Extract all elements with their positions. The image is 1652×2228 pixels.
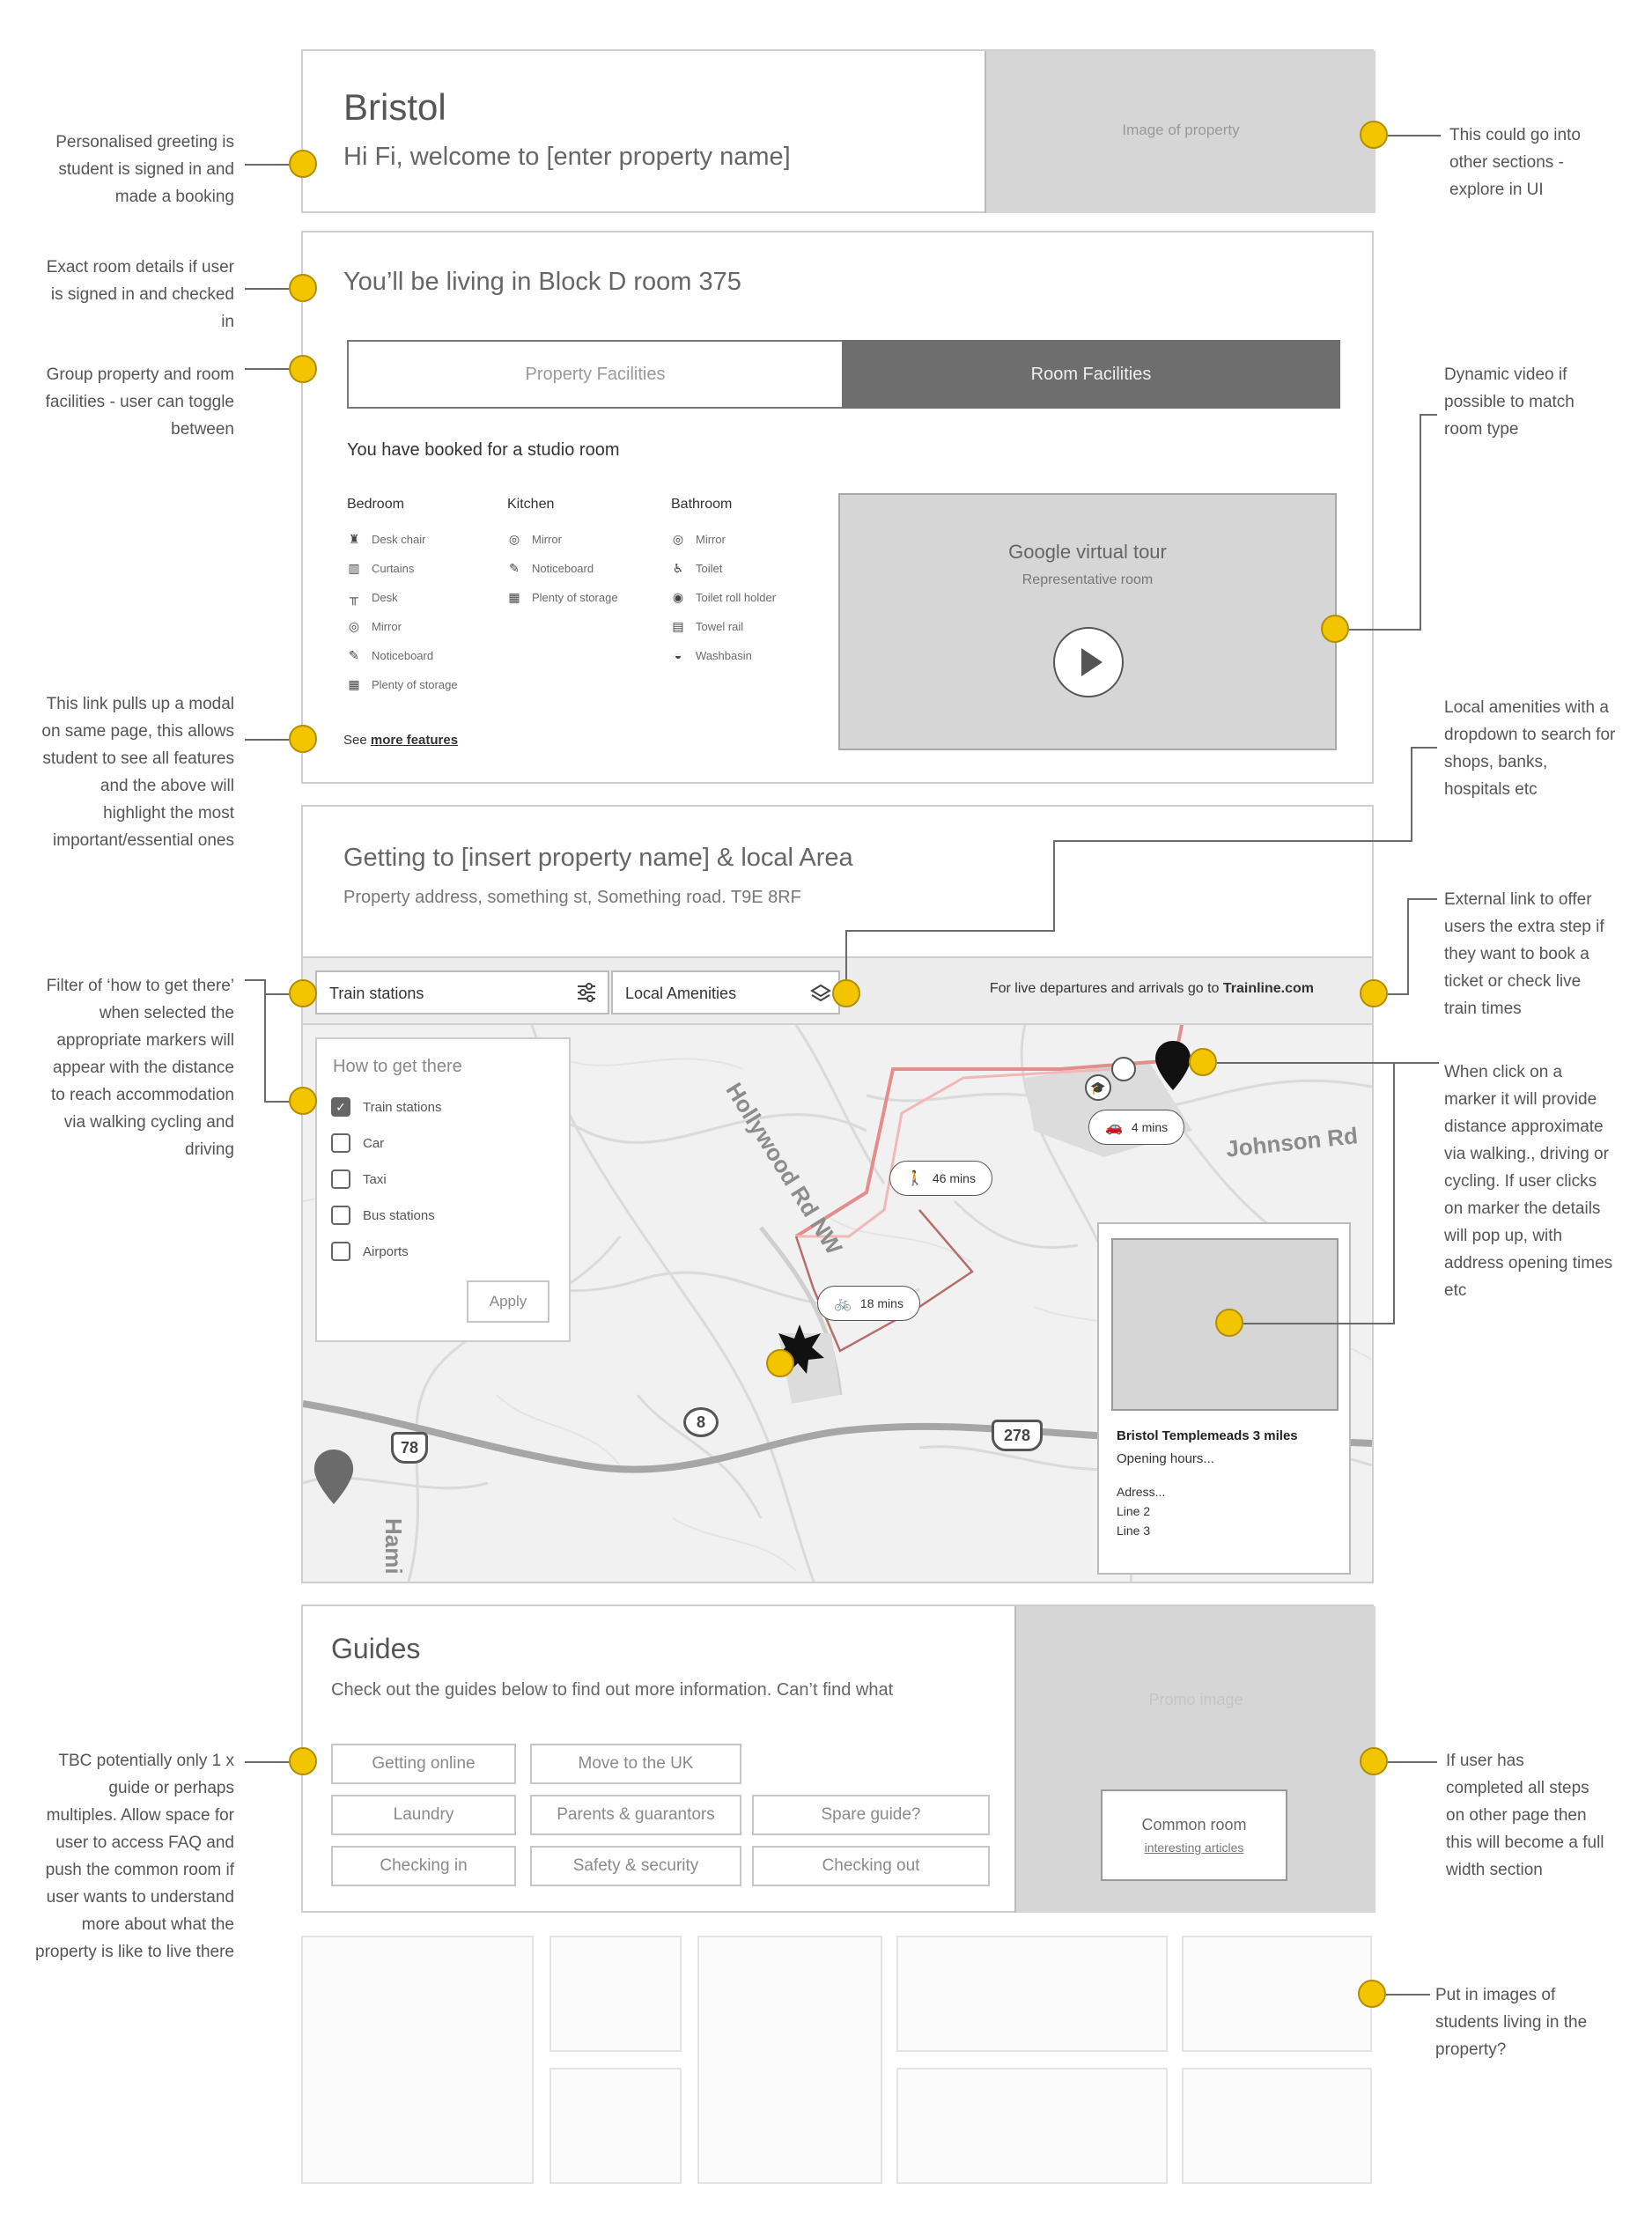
apply-label: Apply <box>489 1293 527 1310</box>
amenities-label: Local Amenities <box>625 985 737 1002</box>
annotation-marker <box>289 979 317 1007</box>
annotation-amenities: Local amenities with a dropdown to search for shops, banks, hospitals etc <box>1444 698 1616 799</box>
annotation-full-width: If user has completed all steps on other page then this will become a full width section <box>1446 1752 1604 1879</box>
see-prefix: See <box>343 733 367 748</box>
facility-item-label: Toilet <box>696 561 723 575</box>
student-photo <box>1182 1936 1372 2052</box>
tour-title: Google virtual tour <box>1008 541 1167 563</box>
guide-button[interactable] <box>530 1744 741 1784</box>
annotation-marker <box>289 150 317 178</box>
annotation-room-details: Exact room details if user is signed in and checked in <box>46 258 234 331</box>
facility-item-label: Desk <box>372 590 398 604</box>
facility-item-label: Mirror <box>532 532 562 546</box>
annotation-marker <box>289 725 317 753</box>
connector <box>1388 1761 1437 1763</box>
connector <box>1243 1323 1395 1324</box>
room-title: You’ll be living in Block D room 375 <box>343 268 741 296</box>
toilet-icon: ♿ <box>672 560 684 575</box>
connector <box>1407 898 1437 900</box>
guide-button-label: Checking out <box>822 1856 920 1875</box>
welcome-greeting: Hi Fi, welcome to [enter property name] <box>343 143 791 171</box>
popup-address: Adress... <box>1117 1485 1166 1499</box>
connector <box>245 368 289 370</box>
connector <box>1388 135 1441 136</box>
transport-option-label: Airports <box>363 1243 409 1259</box>
tab-room-label: Room Facilities <box>1030 364 1152 384</box>
annotation-sections: This could go into other sections - explore in UI <box>1449 126 1581 199</box>
connector <box>1407 898 1409 995</box>
annotation-guides: TBC potentially only 1 x guide or perhaps multiples. Allow space for user to access FAQ and push the common room if user wants to understand more about what the property is like to live there <box>35 1752 234 1961</box>
car-time: 4 mins <box>1131 1120 1169 1134</box>
layers-icon <box>810 983 831 1004</box>
transport-option-label: Car <box>363 1135 385 1151</box>
facility-item-label: Noticeboard <box>372 648 434 662</box>
road-label-hami: Hami <box>380 1518 407 1575</box>
checkbox[interactable]: ✓ <box>331 1097 350 1117</box>
pin-icon: ✎ <box>349 647 359 662</box>
guide-button-label: Parents & guarantors <box>557 1805 715 1824</box>
transport-option[interactable] <box>331 1133 384 1153</box>
guide-button[interactable] <box>331 1795 516 1835</box>
bike-time: 18 mins <box>859 1296 903 1310</box>
guides-title: Guides <box>331 1633 421 1664</box>
walk-time-bubble[interactable] <box>889 1161 992 1196</box>
see-more-features <box>343 733 458 748</box>
annotation-marker <box>1358 1980 1386 2008</box>
map[interactable] <box>303 1025 1372 1582</box>
trainline-prefix: For live departures and arrivals go to <box>989 981 1223 996</box>
annotation-marker <box>1360 979 1388 1007</box>
header-panel <box>301 49 1374 213</box>
shield-278-label: 278 <box>1003 1426 1031 1444</box>
connector <box>1217 1062 1439 1064</box>
annotation-marker <box>1215 1309 1243 1337</box>
guide-button[interactable] <box>331 1744 516 1784</box>
guides-panel <box>301 1605 1374 1913</box>
facility-item <box>347 561 414 575</box>
connector <box>264 1101 289 1103</box>
popup-title: Bristol Templemeads 3 miles <box>1117 1428 1298 1443</box>
promo-image-label: Promo image <box>1148 1691 1243 1708</box>
facility-item-label: Noticeboard <box>532 561 594 575</box>
connector <box>845 930 1055 932</box>
education-marker-icon[interactable]: 🎓 <box>1085 1074 1111 1101</box>
facility-item <box>671 619 743 633</box>
annotation-external-link: External link to offer users the extra step if they want to book a ticket or check live train times <box>1444 890 1604 1018</box>
connector <box>1393 1062 1395 1324</box>
annotation-images: Put in images of students living in the property? <box>1435 1986 1588 2059</box>
transport-option[interactable] <box>331 1206 435 1225</box>
annotation-marker <box>1321 615 1349 643</box>
guide-button-label: Safety & security <box>572 1856 699 1875</box>
guides-subtitle: Check out the guides below to find out more information. Can’t find what <box>331 1680 894 1700</box>
checkbox[interactable] <box>331 1206 350 1225</box>
common-room-card[interactable] <box>1101 1789 1287 1881</box>
guide-button[interactable] <box>530 1795 741 1835</box>
connector <box>1053 840 1412 842</box>
location-address: Property address, something st, Something road. T9E 8RF <box>343 888 801 907</box>
annotation-marker <box>289 1747 317 1775</box>
checkbox[interactable] <box>331 1242 350 1261</box>
route-shield-278 <box>992 1420 1043 1451</box>
how-to-get-there-panel <box>315 1037 571 1342</box>
towel-rail-icon: ▤ <box>672 618 684 633</box>
annotation-marker <box>766 1349 794 1377</box>
guide-button[interactable] <box>530 1846 741 1886</box>
property-image-label: Image of property <box>1122 122 1240 138</box>
guide-button[interactable] <box>752 1795 990 1835</box>
booked-text: You have booked for a studio room <box>347 440 620 460</box>
annotation-video: Dynamic video if possible to match room type <box>1444 365 1575 439</box>
storage-icon: ▦ <box>508 589 520 604</box>
guide-button-label: Checking in <box>380 1856 468 1875</box>
facility-column-heading: Bedroom <box>347 497 404 512</box>
connector <box>1411 747 1437 749</box>
transport-option-label: Train stations <box>363 1099 442 1115</box>
facility-item <box>507 532 562 546</box>
transport-option[interactable] <box>331 1097 441 1117</box>
facility-item-label: Washbasin <box>696 648 752 662</box>
route-shield-8 <box>683 1407 719 1437</box>
transport-option-label: Bus stations <box>363 1207 435 1223</box>
shield-8-label: 8 <box>696 1413 705 1431</box>
more-features-link[interactable]: more features <box>370 733 459 748</box>
grey-marker-pin-icon[interactable] <box>313 1450 354 1504</box>
facility-column-heading: Kitchen <box>507 497 555 512</box>
student-photo <box>549 1936 682 2052</box>
student-photo <box>1182 2068 1372 2184</box>
connector <box>1411 747 1412 842</box>
facility-item <box>671 590 776 604</box>
transport-option[interactable] <box>331 1169 387 1189</box>
annotation-marker <box>1360 1747 1388 1775</box>
annotation-marker <box>1189 1048 1217 1076</box>
curtains-icon: ▥ <box>348 560 360 575</box>
connector <box>245 1761 289 1763</box>
trainline-text <box>990 981 1314 997</box>
student-photo <box>549 2068 682 2184</box>
storage-icon: ▦ <box>348 676 360 691</box>
facility-item <box>671 532 726 546</box>
annotation-marker <box>289 1087 317 1115</box>
toilet-roll-icon: ◉ <box>672 589 684 604</box>
pin-icon: ✎ <box>509 560 520 575</box>
checkbox[interactable] <box>331 1169 350 1189</box>
facility-item <box>347 677 458 691</box>
checkbox[interactable] <box>331 1133 350 1153</box>
student-photo <box>896 1936 1168 2052</box>
property-image <box>985 51 1375 213</box>
student-photo <box>896 2068 1168 2184</box>
facility-column-heading: Bathroom <box>671 497 733 512</box>
common-room-title: Common room <box>1141 1816 1247 1833</box>
facility-item-label: Towel rail <box>696 619 744 633</box>
guide-button[interactable] <box>331 1846 516 1886</box>
guide-button-label: Laundry <box>393 1805 454 1824</box>
connector <box>1053 840 1055 932</box>
mirror-icon: ◎ <box>508 531 520 546</box>
car-time-bubble[interactable] <box>1088 1110 1184 1145</box>
chair-icon: ♜ <box>348 531 360 546</box>
facility-item <box>671 648 752 662</box>
facility-item-label: Mirror <box>372 619 402 633</box>
play-button[interactable] <box>1053 627 1124 697</box>
guide-button-label: Spare guide? <box>821 1805 921 1824</box>
annotation-marker <box>289 355 317 383</box>
car-icon: 🚗 <box>1105 1120 1123 1135</box>
annotation-marker <box>832 979 860 1007</box>
facility-item-label: Desk chair <box>372 532 426 546</box>
facility-item <box>507 561 594 575</box>
route-shield-78 <box>391 1432 428 1464</box>
connector <box>245 979 264 981</box>
connector <box>1386 1994 1430 1996</box>
tab-property-facilities[interactable] <box>347 340 844 409</box>
desk-icon: ╥ <box>350 590 358 604</box>
connector <box>1420 414 1421 631</box>
bike-time-bubble[interactable] <box>817 1286 920 1321</box>
facility-item <box>347 590 398 604</box>
interesting-articles-link[interactable]: interesting articles <box>1144 1841 1244 1855</box>
popup-hours: Opening hours... <box>1117 1451 1214 1466</box>
annotation-filter: Filter of ‘how to get there’ when selected the appropriate markers will appear with the distance to reach accommodation via walking cycling and driving <box>46 977 234 1159</box>
annotation-greeting: Personalised greeting is student is signed in and made a booking <box>55 133 234 206</box>
annotation-marker <box>1360 121 1388 149</box>
sliders-icon <box>576 982 597 1003</box>
tab-room-facilities[interactable] <box>842 340 1340 409</box>
facility-item <box>347 648 433 662</box>
facility-item-label: Curtains <box>372 561 415 575</box>
connector <box>264 993 289 995</box>
facility-item <box>347 532 425 546</box>
filter-label: Train stations <box>329 985 424 1002</box>
connector <box>1420 414 1437 416</box>
promo-image <box>1014 1606 1375 1913</box>
tour-subtitle: Representative room <box>1021 572 1154 587</box>
road-label-johnson: Johnson Rd <box>1224 1122 1360 1162</box>
connector <box>1349 629 1421 631</box>
connector <box>245 288 289 290</box>
amenities-dropdown[interactable] <box>611 970 840 1014</box>
connector <box>264 979 266 1101</box>
room-panel <box>301 231 1374 784</box>
transport-option[interactable] <box>331 1242 409 1261</box>
virtual-tour[interactable] <box>838 493 1337 750</box>
tab-property-label: Property Facilities <box>525 364 666 384</box>
student-photo <box>301 1936 534 2184</box>
facility-item-label: Mirror <box>696 532 726 546</box>
walk-time: 46 mins <box>932 1171 976 1185</box>
filter-dropdown[interactable] <box>315 970 609 1014</box>
facility-item <box>671 561 722 575</box>
mirror-icon: ◎ <box>672 531 684 546</box>
walk-icon: 🚶 <box>906 1171 924 1186</box>
road-label-hollywood: Hollywood Rd NW <box>720 1078 848 1259</box>
map-marker-pin-icon[interactable] <box>1155 1041 1191 1090</box>
location-panel <box>301 805 1374 1583</box>
how-to-get-there-title: How to get there <box>333 1057 462 1076</box>
apply-button[interactable] <box>467 1280 549 1323</box>
guide-button-label: Move to the UK <box>578 1754 694 1773</box>
facility-item-label: Toilet roll holder <box>696 590 777 604</box>
connector <box>245 164 289 166</box>
connector <box>1388 993 1409 995</box>
popup-line3: Line 3 <box>1117 1523 1151 1538</box>
location-title: Getting to [insert property name] & local Area <box>343 844 853 872</box>
mirror-icon: ◎ <box>348 618 360 633</box>
trainline-link[interactable]: Trainline.com <box>1222 981 1314 996</box>
annotation-marker <box>289 274 317 302</box>
city-title: Bristol <box>343 86 446 128</box>
transport-option-label: Taxi <box>363 1171 387 1187</box>
annotation-marker-info: When click on a marker it will provide distance approximate via walking., driving or cycling. If user clicks on marker the details will pop up, with address opening times etc <box>1444 1063 1613 1300</box>
guide-button-label: Getting online <box>372 1754 476 1773</box>
play-icon <box>1055 629 1122 696</box>
bike-icon: 🚲 <box>834 1296 852 1311</box>
connector <box>245 739 289 741</box>
popup-line2: Line 2 <box>1117 1504 1151 1518</box>
facility-item <box>347 619 402 633</box>
facility-item-label: Plenty of storage <box>372 677 458 691</box>
guide-button[interactable] <box>752 1846 990 1886</box>
facility-item <box>507 590 618 604</box>
facility-item-label: Plenty of storage <box>532 590 618 604</box>
shield-78-label: 78 <box>400 1438 419 1457</box>
student-photo <box>697 1936 882 2184</box>
washbasin-icon: ◒ <box>674 648 682 662</box>
marker-detail-popup <box>1097 1222 1351 1575</box>
annotation-modal: This link pulls up a modal on same page, this allows student to see all features and the above will highlight the most important/essential ones <box>41 695 234 850</box>
annotation-toggle: Group property and room facilities - user can toggle between <box>45 365 234 439</box>
